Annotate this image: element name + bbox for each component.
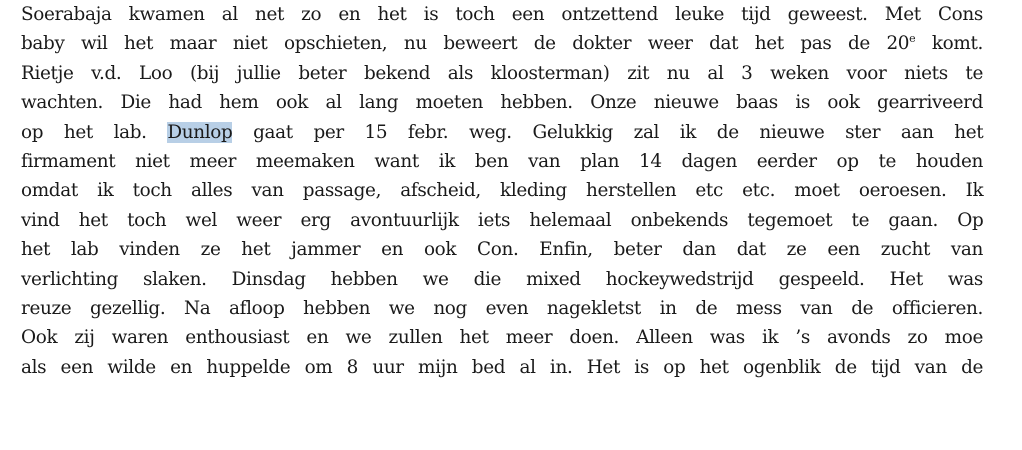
text-line-6 (21, 147, 983, 176)
text-line-5-content: op het lab. (21, 121, 147, 143)
text-line-10 (21, 265, 983, 294)
text-line-2 (21, 29, 983, 58)
superscript-ordinal: e (909, 32, 916, 46)
text-line-3 (21, 59, 983, 88)
text-line-10-content: verlichting slaken. Dinsdag hebben we die mixed hockeywedstrijd gespeeld. Het was (21, 268, 983, 290)
text-line-5-tail: gaat per 15 febr. weg. Gelukkig zal ik de nieuwe ster aan het (253, 121, 984, 143)
text-line-6-content: firmament niet meer meemaken want ik ben van plan 14 dagen eerder op te houden (21, 150, 983, 172)
text-line-4 (21, 88, 983, 117)
text-line-4-content: wachten. Die had hem ook al lang moeten hebben. Onze nieuwe baas is ook gearriveerd (21, 92, 983, 114)
text-line-9 (21, 235, 983, 264)
text-line-13-content: als een wilde en huppelde om 8 uur mijn bed al in. Het is op het ogenblik de tijd van de (21, 356, 984, 378)
text-line-5 (21, 118, 983, 147)
text-line-12 (21, 323, 983, 352)
text-line-11-content: reuze gezellig. Na afloop hebben we nog even nagekletst in de mess van de officieren. (21, 297, 983, 319)
text-line-13 (21, 353, 983, 382)
highlighted-word[interactable]: Dunlop (167, 121, 233, 143)
text-line-9-content: het lab vinden ze het jammer en ook Con. Enfin, beter dan dat ze een zucht van (21, 239, 983, 261)
text-line-1-content: Soerabaja kwamen al net zo en het is toch een ontzettend leuke tijd geweest. Met Cons (21, 4, 983, 25)
text-line-1 (21, 0, 983, 29)
text-line-7 (21, 176, 983, 205)
text-line-3-content: Rietje v.d. Loo (bij jullie beter bekend als kloosterman) zit nu al 3 weken voor niets te (21, 62, 983, 84)
text-line-8-content: vind het toch wel weer erg avontuurlijk iets helemaal onbekends tegemoet te gaan. Op (21, 209, 984, 231)
text-line-11 (21, 294, 983, 323)
text-line-12-content: Ook zij waren enthousiast en we zullen het meer doen. Alleen was ik ’s avonds zo moe (21, 327, 983, 349)
document-body (21, 0, 983, 382)
text-line-2-tail: komt. (931, 33, 984, 55)
text-line-8 (21, 206, 983, 235)
text-line-2-content: baby wil het maar niet opschieten, nu beweert de dokter weer dat het pas de 20 (21, 33, 910, 55)
text-line-7-content: omdat ik toch alles van passage, afscheid, kleding herstellen etc etc. moet oeroesen. Ik (21, 180, 984, 202)
